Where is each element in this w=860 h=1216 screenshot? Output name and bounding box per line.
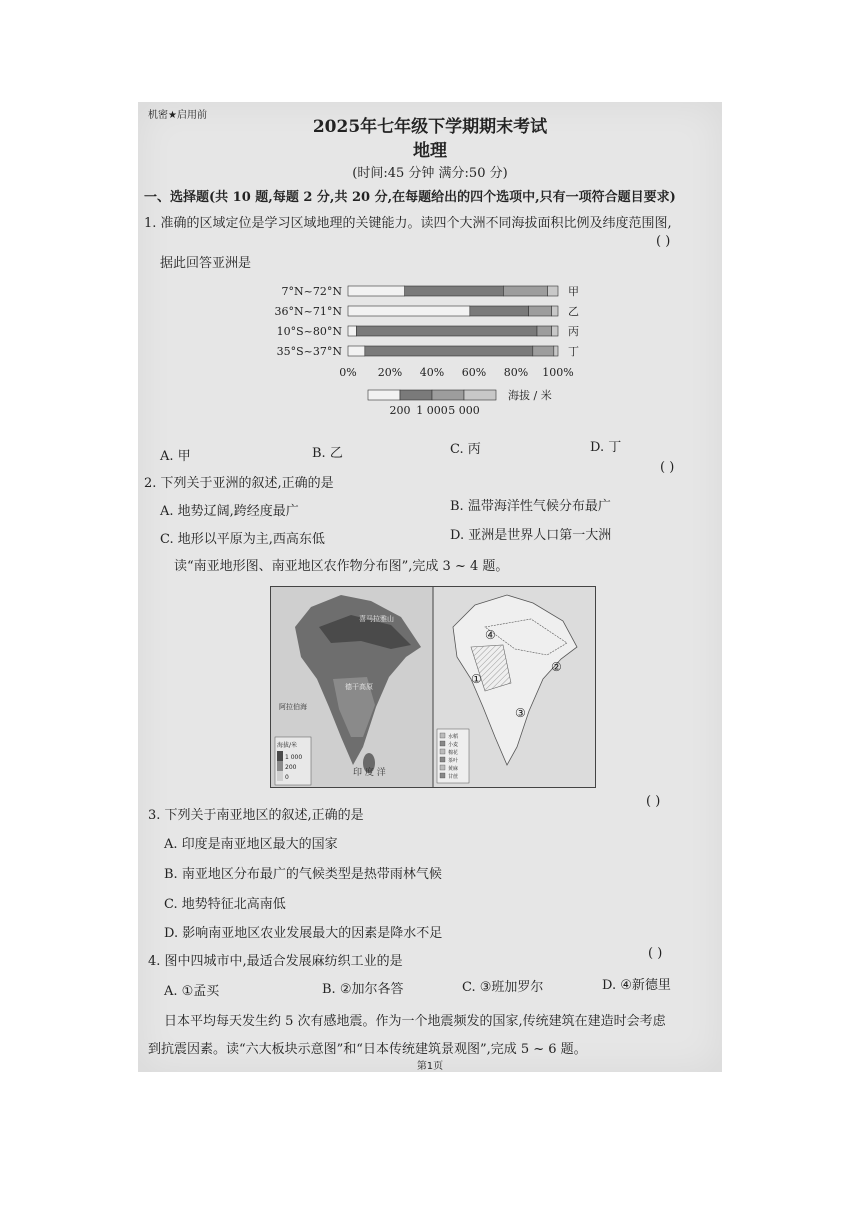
legend-tick-label: 200 [389,404,411,417]
confidential-mark: 机密★启用前 [148,110,207,121]
crop-marker-4: ④ [485,628,496,642]
x-tick-label: 0% [339,366,357,379]
crop-legend-swatch [440,773,445,778]
bar-segment [548,286,559,296]
exam-title: 2025年七年级下学期期末考试 [312,117,548,137]
bar-segment [537,326,552,336]
bar-segment [348,346,365,356]
q1-option-d: D. 丁 [590,440,622,455]
section-heading: 一、选择题(共 10 题,每题 2 分,共 20 分,在每题给出的四个选项中,只有一项符合题目要求) [144,190,676,205]
bar-segment [552,306,558,316]
map-label-himalaya: 喜马拉雅山 [359,615,394,623]
crop-legend-label: 甘蔗 [448,774,459,780]
q1-stem-line2: 据此回答亚洲是 [160,256,252,271]
crop-legend-swatch [440,733,445,738]
crop-legend-swatch [440,749,445,754]
map-legend-200: 200 [285,764,297,771]
q1-answer-paren: ( ) [656,234,671,249]
bar-row-label: 丙 [568,325,579,338]
legend-swatch [400,390,432,400]
x-tick-label: 100% [542,366,574,379]
bar-segment [348,286,405,296]
q3-option-c: C. 地势特征北高南低 [164,897,286,912]
map-legend-1000: 1 000 [285,754,303,761]
bar-segment [348,306,470,316]
legend-title: 海拔 / 米 [508,389,552,402]
q3-option-d: D. 影响南亚地区农业发展最大的因素是降水不足 [164,926,443,941]
q4-answer-paren: ( ) [648,946,663,961]
x-tick-label: 60% [461,366,487,379]
crop-legend-label: 黄麻 [448,766,459,772]
q4-option-d: D. ④新德里 [602,978,671,993]
q3-answer-paren: ( ) [646,794,661,809]
map-legend-title: 海拔/米 [277,742,298,749]
q3-option-a: A. 印度是南亚地区最大的国家 [164,837,338,852]
q2-answer-paren: ( ) [660,460,675,475]
map-label-arabian-sea: 阿拉伯海 [279,703,307,711]
crop-legend-label: 小麦 [448,742,459,748]
q4-option-c: C. ③班加罗尔 [462,980,544,995]
time-info: (时间:45 分钟 满分:50 分) [352,166,508,181]
q2-option-d: D. 亚洲是世界人口第一大洲 [450,528,612,543]
page-number: 第1页 [416,1061,444,1072]
bar-category-label: 36°N~71°N [274,305,342,318]
crop-marker-3: ③ [515,706,526,720]
bar-segment [529,306,552,316]
bar-category-label: 35°S~37°N [276,345,342,358]
bar-segment [554,346,558,356]
bar-segment [503,286,547,296]
crop-marker-1: ① [471,672,482,686]
q3-stem: 3. 下列关于南亚地区的叙述,正确的是 [148,808,364,823]
q1-option-a: A. 甲 [160,449,191,464]
q2-option-a: A. 地势辽阔,跨经度最广 [160,504,299,519]
passage-line2: 到抗震因素。读“六大板块示意图”和“日本传统建筑景观图”,完成 5 ~ 6 题。 [148,1042,587,1057]
bar-segment [348,326,356,336]
south-asia-maps [270,586,596,788]
crop-legend-label: 水稻 [448,734,459,740]
legend-tick-label: 5 000 [448,404,480,417]
crop-legend-swatch [440,765,445,770]
legend-tick-label: 1 000 [416,404,448,417]
crop-legend-label: 茶叶 [448,758,459,764]
exam-paper [138,102,722,1072]
map-label-deccan: 德干高原 [345,683,373,691]
q3-option-b: B. 南亚地区分布最广的气候类型是热带雨林气候 [164,867,442,882]
crop-legend-label: 棉花 [448,750,459,756]
exam-subject: 地理 [413,141,447,161]
q2-option-b: B. 温带海洋性气候分布最广 [450,499,611,514]
legend-swatch [368,390,400,400]
bar-row-label: 乙 [568,305,579,318]
bar-segment [365,346,533,356]
crop-legend-swatch [440,741,445,746]
map-label-indian-ocean: 印 度 洋 [353,768,386,778]
bar-segment [405,286,504,296]
bar-segment [356,326,537,336]
q2-option-c: C. 地形以平原为主,西高东低 [160,532,325,547]
map-legend-0: 0 [285,774,289,781]
q1-stem-line1: 1. 准确的区域定位是学习区域地理的关键能力。读四个大洲不同海拔面积比例及纬度范围图, [144,216,672,231]
bar-segment [552,326,558,336]
south-asia-map-figures [271,587,595,787]
bar-row-label: 甲 [568,285,579,298]
bar-category-label: 7°N~72°N [281,285,342,298]
bar-segment [470,306,529,316]
x-tick-label: 20% [377,366,403,379]
elevation-bar-chart [268,280,588,430]
maps-intro: 读“南亚地形图、南亚地区农作物分布图”,完成 3 ~ 4 题。 [174,559,509,574]
q1-option-b: B. 乙 [312,446,343,461]
q4-option-a: A. ①孟买 [164,984,220,999]
bar-row-label: 丁 [568,345,579,358]
q1-option-c: C. 丙 [450,442,481,457]
bar-segment [533,346,554,356]
bar-category-label: 10°S~80°N [276,325,342,338]
legend-swatch [432,390,464,400]
legend-swatch [464,390,496,400]
q4-option-b: B. ②加尔各答 [322,982,404,997]
passage-line1: 日本平均每天发生约 5 次有感地震。作为一个地震频发的国家,传统建筑在建造时会考虑 [164,1014,666,1029]
q2-stem: 2. 下列关于亚洲的叙述,正确的是 [144,476,334,491]
x-tick-label: 80% [503,366,529,379]
crop-marker-2: ② [551,660,562,674]
x-tick-label: 40% [419,366,445,379]
crop-legend-swatch [440,757,445,762]
q4-stem: 4. 图中四城市中,最适合发展麻纺织工业的是 [148,954,403,969]
